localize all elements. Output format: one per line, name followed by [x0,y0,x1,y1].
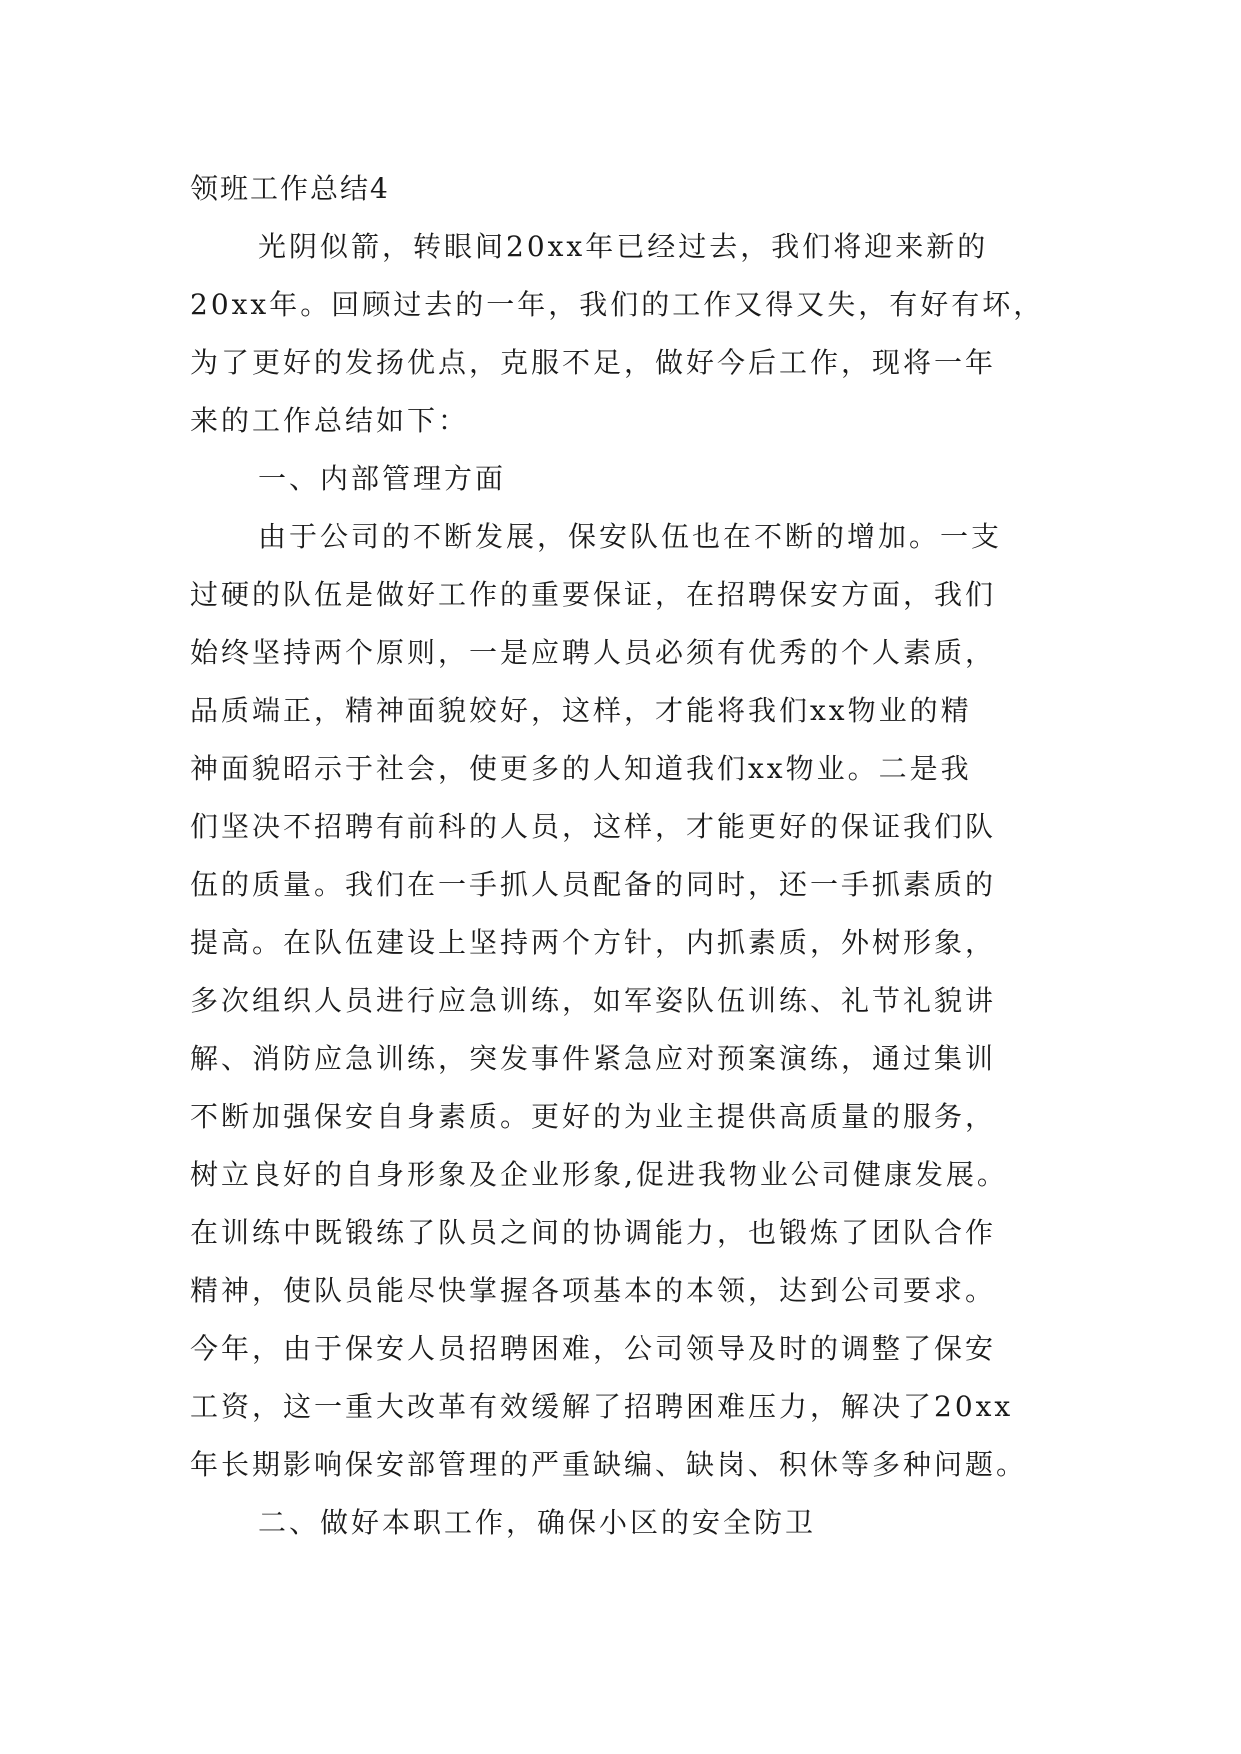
paragraph-line-6: 由于公司的不断发展，保安队伍也在不断的增加。一支 [258,520,1003,553]
paragraph-line-19: 精神，使队员能尽快掌握各项基本的本领，达到公司要求。 [190,1274,997,1307]
paragraph-line-20: 今年，由于保安人员招聘困难，公司领导及时的调整了保安 [190,1332,997,1365]
paragraph-line-14: 多次组织人员进行应急训练，如军姿队伍训练、礼节礼貌讲 [190,984,997,1017]
paragraph-line-4: 来的工作总结如下： [190,404,470,437]
section-heading-1: 一、内部管理方面 [258,462,507,495]
paragraph-line-18: 在训练中既锻练了队员之间的协调能力，也锻炼了团队合作 [190,1216,997,1249]
document-body [190,160,1090,1552]
paragraph-line-1: 光阴似箭，转眼间20xx年已经过去，我们将迎来新的 [258,230,989,263]
paragraph-line-11: 们坚决不招聘有前科的人员，这样，才能更好的保证我们队 [190,810,997,843]
paragraph-line-13: 提高。在队伍建设上坚持两个方针，内抓素质，外树形象， [190,926,997,959]
document-title: 领班工作总结4 [190,172,390,205]
paragraph-line-7: 过硬的队伍是做好工作的重要保证，在招聘保安方面，我们 [190,578,997,611]
paragraph-line-9: 品质端正，精神面貌姣好，这样，才能将我们xx物业的精 [190,694,972,727]
paragraph-line-17: 树立良好的自身形象及企业形象,促进我物业公司健康发展。 [190,1158,1008,1191]
paragraph-line-3: 为了更好的发扬优点，克服不足，做好今后工作，现将一年 [190,346,997,379]
section-heading-2: 二、做好本职工作，确保小区的安全防卫 [258,1506,817,1539]
paragraph-line-2: 20xx年。回顾过去的一年，我们的工作又得又失，有好有坏， [190,288,1045,321]
paragraph-line-10: 神面貌昭示于社会，使更多的人知道我们xx物业。二是我 [190,752,972,785]
paragraph-line-8: 始终坚持两个原则，一是应聘人员必须有优秀的个人素质， [190,636,997,669]
paragraph-line-15: 解、消防应急训练，突发事件紧急应对预案演练，通过集训 [190,1042,997,1075]
paragraph-line-16: 不断加强保安自身素质。更好的为业主提供高质量的服务， [190,1100,997,1133]
paragraph-line-22: 年长期影响保安部管理的严重缺编、缺岗、积休等多种问题。 [190,1448,1028,1481]
paragraph-line-12: 伍的质量。我们在一手抓人员配备的同时，还一手抓素质的 [190,868,997,901]
paragraph-line-21: 工资，这一重大改革有效缓解了招聘困难压力，解决了20xx [190,1390,1014,1423]
